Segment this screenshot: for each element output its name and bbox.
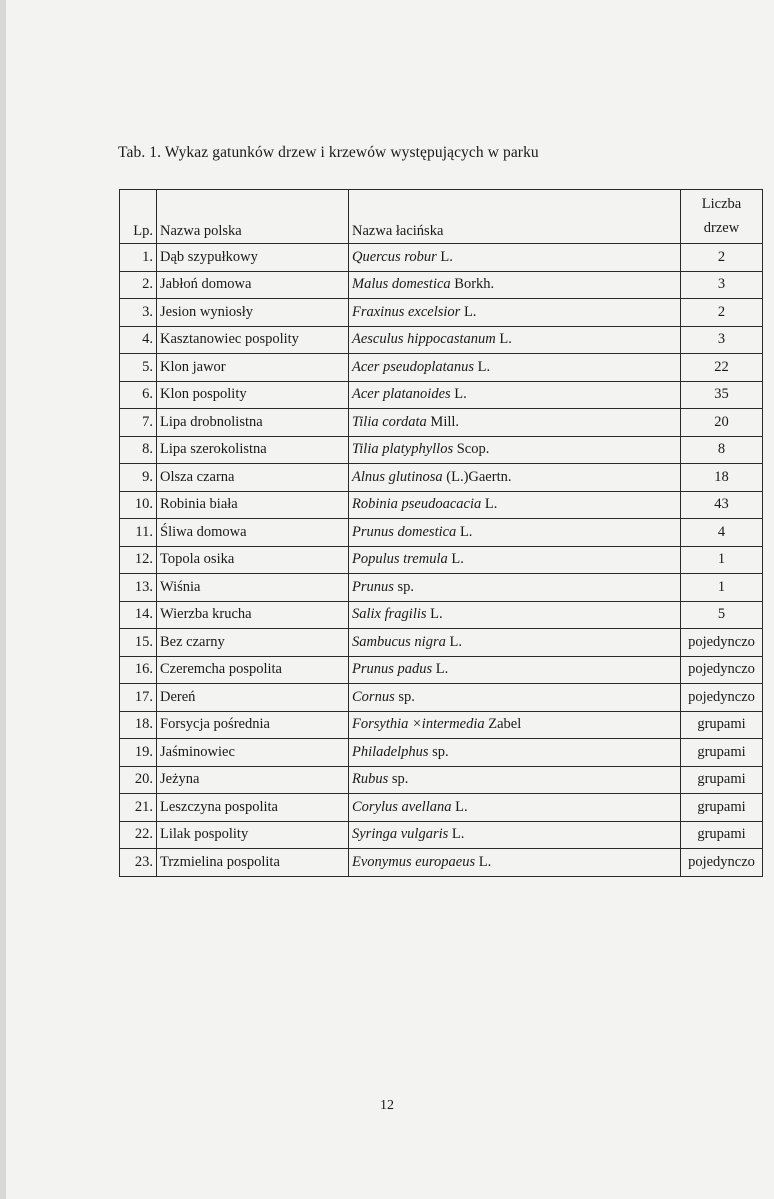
row-lp: 17. — [120, 684, 157, 712]
table-row — [120, 354, 763, 382]
table-row — [120, 849, 763, 877]
row-lp: 19. — [120, 739, 157, 767]
row-lp: 12. — [120, 546, 157, 574]
latin-species-name: Malus domestica — [352, 276, 451, 293]
row-lp: 6. — [120, 381, 157, 409]
latin-species-name: Acer pseudoplatanus — [352, 358, 475, 375]
table-row — [120, 794, 763, 822]
latin-species-name: Syringa vulgaris — [352, 826, 449, 843]
table-row — [120, 821, 763, 849]
row-polish-name: Lilak pospolity — [157, 821, 349, 849]
row-polish-name: Wierzba krucha — [157, 601, 349, 629]
row-lp: 8. — [120, 436, 157, 464]
row-latin-name — [349, 271, 681, 299]
row-latin-name — [349, 656, 681, 684]
latin-author: L. — [475, 853, 492, 870]
row-count: 35 — [681, 381, 763, 409]
row-lp: 22. — [120, 821, 157, 849]
row-polish-name: Lipa szerokolistna — [157, 436, 349, 464]
latin-author: sp. — [393, 578, 415, 595]
row-polish-name: Jabłoń domowa — [157, 271, 349, 299]
row-count: pojedynczo — [681, 849, 763, 877]
row-count: 5 — [681, 601, 763, 629]
latin-species-name: Quercus robur — [352, 248, 437, 265]
row-latin-name — [349, 464, 681, 492]
row-latin-name — [349, 436, 681, 464]
latin-species-name: Tilia platyphyllos — [352, 441, 454, 458]
latin-author: L. — [460, 303, 477, 320]
row-count: 1 — [681, 546, 763, 574]
row-latin-name — [349, 849, 681, 877]
row-polish-name: Wiśnia — [157, 574, 349, 602]
table-row — [120, 766, 763, 794]
latin-author: Zabel — [484, 716, 522, 733]
row-lp: 9. — [120, 464, 157, 492]
row-lp: 1. — [120, 244, 157, 272]
row-polish-name: Klon pospolity — [157, 381, 349, 409]
species-table — [119, 189, 763, 877]
table-row — [120, 629, 763, 657]
row-latin-name — [349, 739, 681, 767]
row-lp: 5. — [120, 354, 157, 382]
latin-species-name: Tilia cordata — [352, 413, 427, 430]
row-count: grupami — [681, 766, 763, 794]
row-polish-name: Dereń — [157, 684, 349, 712]
table-row — [120, 244, 763, 272]
table-row — [120, 409, 763, 437]
row-lp: 7. — [120, 409, 157, 437]
row-count: 2 — [681, 244, 763, 272]
row-polish-name: Jesion wyniosły — [157, 299, 349, 327]
row-latin-name — [349, 299, 681, 327]
row-count: grupami — [681, 711, 763, 739]
header-latin-name: Nazwa łacińska — [349, 190, 681, 244]
row-count: grupami — [681, 739, 763, 767]
latin-species-name: Evonymus europaeus — [352, 853, 476, 870]
row-count: 20 — [681, 409, 763, 437]
latin-species-name: Fraxinus excelsior — [352, 303, 461, 320]
row-lp: 3. — [120, 299, 157, 327]
scan-edge — [0, 0, 6, 1199]
row-count: grupami — [681, 794, 763, 822]
row-lp: 15. — [120, 629, 157, 657]
row-latin-name — [349, 684, 681, 712]
table-row — [120, 271, 763, 299]
latin-author: Scop. — [453, 441, 490, 458]
row-polish-name: Trzmielina pospolita — [157, 849, 349, 877]
latin-species-name: Prunus padus — [352, 661, 433, 678]
latin-species-name: Populus tremula — [352, 551, 448, 568]
table-row — [120, 491, 763, 519]
row-polish-name: Kasztanowiec pospolity — [157, 326, 349, 354]
row-polish-name: Leszczyna pospolita — [157, 794, 349, 822]
page-number: 12 — [380, 1098, 394, 1113]
table-row — [120, 381, 763, 409]
table-row — [120, 546, 763, 574]
latin-author: sp. — [394, 688, 415, 705]
header-lp: Lp. — [120, 190, 157, 244]
row-latin-name — [349, 409, 681, 437]
row-latin-name — [349, 244, 681, 272]
row-latin-name — [349, 546, 681, 574]
row-latin-name — [349, 601, 681, 629]
latin-author: L. — [447, 551, 464, 568]
row-lp: 10. — [120, 491, 157, 519]
row-lp: 20. — [120, 766, 157, 794]
table-header — [120, 190, 763, 244]
table-row — [120, 684, 763, 712]
table-row — [120, 519, 763, 547]
row-count: 2 — [681, 299, 763, 327]
row-polish-name: Lipa drobnolistna — [157, 409, 349, 437]
table-row — [120, 739, 763, 767]
row-count: 18 — [681, 464, 763, 492]
latin-author: L. — [445, 633, 462, 650]
row-latin-name — [349, 766, 681, 794]
row-polish-name: Dąb szypułkowy — [157, 244, 349, 272]
row-lp: 21. — [120, 794, 157, 822]
row-lp: 23. — [120, 849, 157, 877]
header-polish-name: Nazwa polska — [157, 190, 349, 244]
row-polish-name: Klon jawor — [157, 354, 349, 382]
table-row — [120, 436, 763, 464]
row-polish-name: Śliwa domowa — [157, 519, 349, 547]
row-count: 22 — [681, 354, 763, 382]
latin-author: L. — [495, 331, 512, 348]
latin-species-name: Salix fragilis — [352, 606, 427, 623]
latin-author: L. — [456, 523, 473, 540]
row-latin-name — [349, 381, 681, 409]
table-row — [120, 464, 763, 492]
latin-author: L. — [451, 798, 468, 815]
row-latin-name — [349, 629, 681, 657]
table-row — [120, 326, 763, 354]
row-polish-name: Jaśminowiec — [157, 739, 349, 767]
row-count: pojedynczo — [681, 656, 763, 684]
row-polish-name: Topola osika — [157, 546, 349, 574]
row-polish-name: Robinia biała — [157, 491, 349, 519]
row-count: 4 — [681, 519, 763, 547]
latin-author: L. — [481, 496, 498, 513]
row-count: 43 — [681, 491, 763, 519]
latin-author: L. — [432, 661, 449, 678]
row-lp: 18. — [120, 711, 157, 739]
latin-species-name: Aesculus hippocastanum — [352, 331, 496, 348]
row-polish-name: Bez czarny — [157, 629, 349, 657]
header-tree-count — [681, 190, 763, 244]
row-polish-name: Forsycja pośrednia — [157, 711, 349, 739]
row-lp: 4. — [120, 326, 157, 354]
header-count-line2: drzew — [703, 220, 740, 236]
table-row — [120, 299, 763, 327]
row-lp: 13. — [120, 574, 157, 602]
latin-species-name: Cornus — [352, 688, 395, 705]
row-lp: 2. — [120, 271, 157, 299]
row-latin-name — [349, 821, 681, 849]
latin-species-name: Acer platanoides — [352, 386, 451, 403]
latin-species-name: Philadelphus — [352, 743, 429, 760]
latin-author: (L.)Gaertn. — [442, 468, 512, 485]
row-lp: 14. — [120, 601, 157, 629]
row-latin-name — [349, 519, 681, 547]
latin-species-name: Prunus domestica — [352, 523, 457, 540]
latin-species-name: Sambucus nigra — [352, 633, 446, 650]
latin-author: sp. — [428, 743, 449, 760]
latin-author: L. — [450, 386, 467, 403]
row-latin-name — [349, 326, 681, 354]
latin-author: Borkh. — [450, 276, 495, 293]
row-latin-name — [349, 354, 681, 382]
table-caption: Tab. 1. Wykaz gatunków drzew i krzewów występujących w parku — [118, 144, 539, 161]
header-count-line1: Liczba — [701, 196, 742, 212]
row-polish-name: Czeremcha pospolita — [157, 656, 349, 684]
row-count: 1 — [681, 574, 763, 602]
latin-author: L. — [436, 248, 453, 265]
latin-author: Mill. — [426, 413, 460, 430]
row-count: 8 — [681, 436, 763, 464]
row-polish-name: Olsza czarna — [157, 464, 349, 492]
latin-species-name: Rubus — [352, 771, 389, 788]
row-latin-name — [349, 491, 681, 519]
table-body — [120, 244, 763, 877]
table-row — [120, 656, 763, 684]
header-row — [120, 190, 763, 244]
latin-species-name: Alnus glutinosa — [352, 468, 443, 485]
row-latin-name — [349, 574, 681, 602]
latin-species-name: Robinia pseudoacacia — [352, 496, 482, 513]
row-count: grupami — [681, 821, 763, 849]
table-row — [120, 601, 763, 629]
row-lp: 11. — [120, 519, 157, 547]
row-count: pojedynczo — [681, 684, 763, 712]
row-latin-name — [349, 711, 681, 739]
latin-author: L. — [474, 358, 491, 375]
row-count: 3 — [681, 326, 763, 354]
row-count: 3 — [681, 271, 763, 299]
table-row — [120, 711, 763, 739]
latin-author: L. — [448, 826, 465, 843]
row-polish-name: Jeżyna — [157, 766, 349, 794]
latin-author: L. — [426, 606, 443, 623]
row-lp: 16. — [120, 656, 157, 684]
latin-species-name: Forsythia ×intermedia — [352, 716, 485, 733]
latin-author: sp. — [388, 771, 409, 788]
latin-species-name: Prunus — [352, 578, 394, 595]
row-latin-name — [349, 794, 681, 822]
row-count: pojedynczo — [681, 629, 763, 657]
latin-species-name: Corylus avellana — [352, 798, 452, 815]
table-row — [120, 574, 763, 602]
